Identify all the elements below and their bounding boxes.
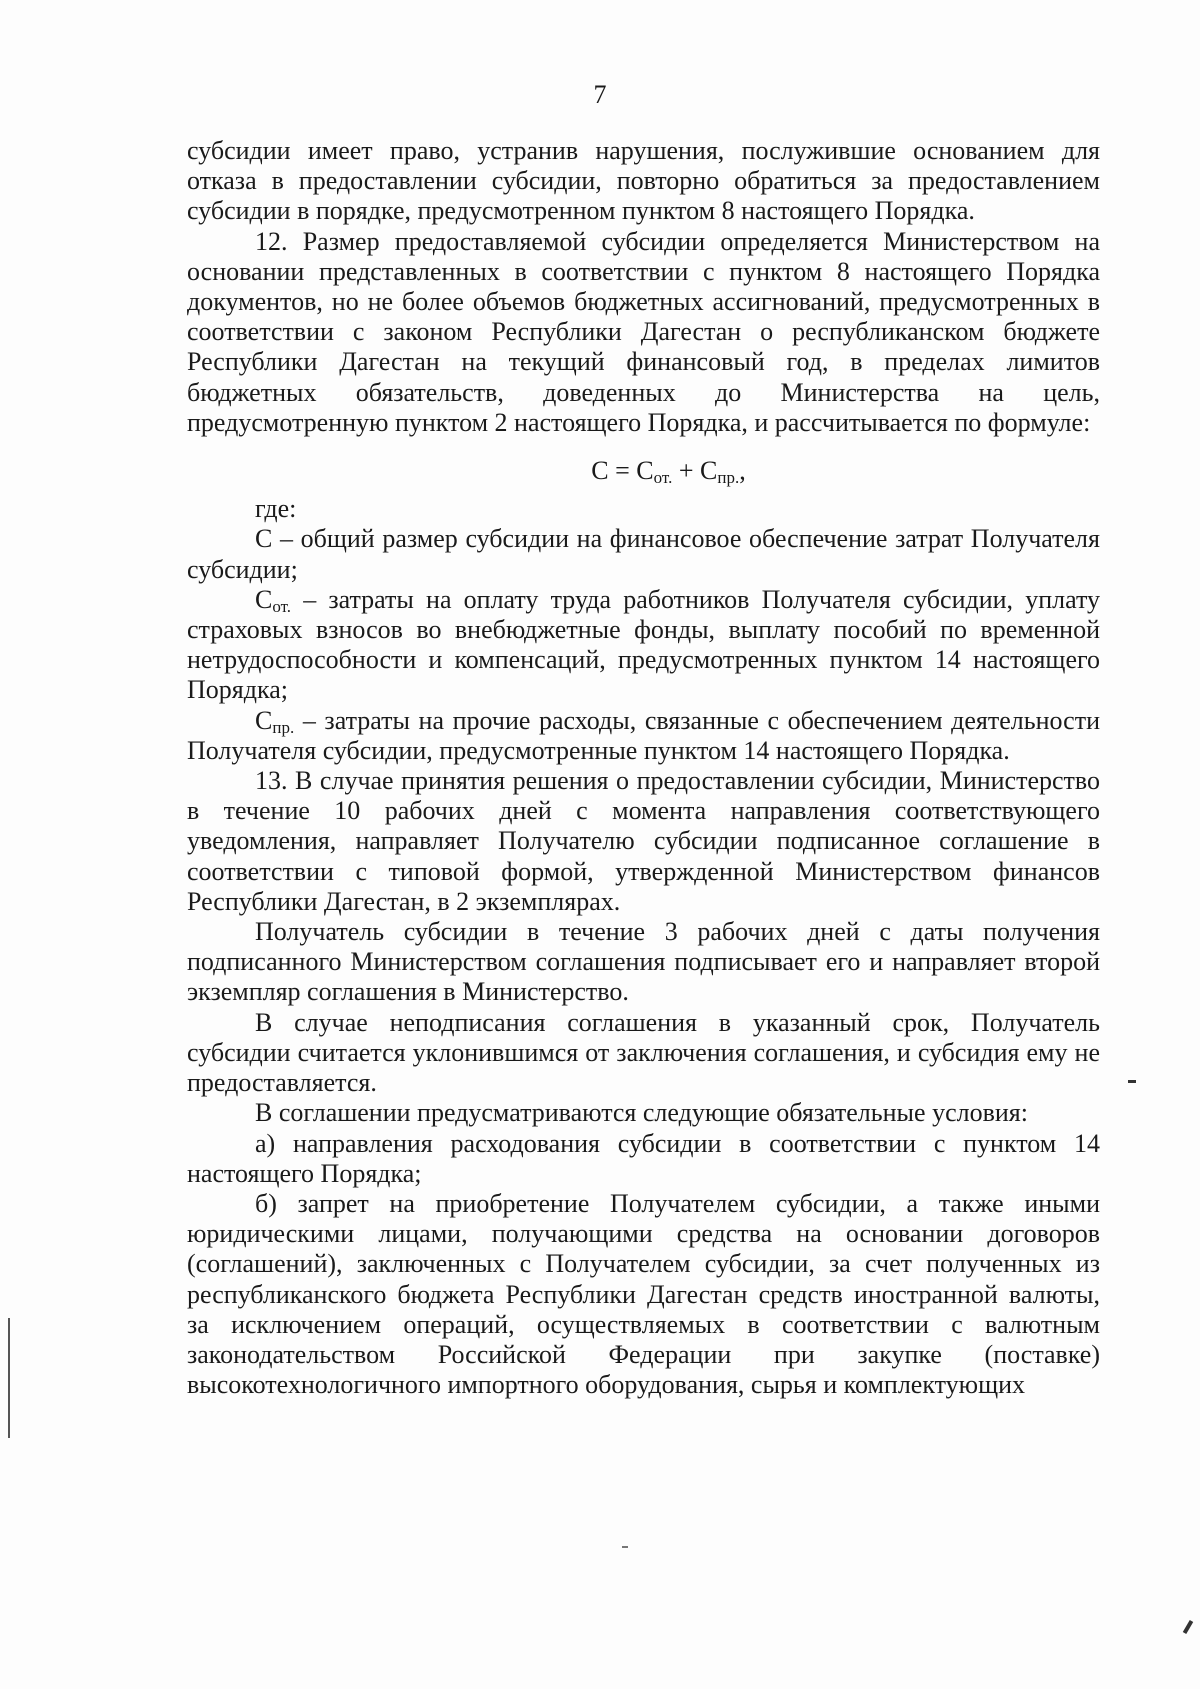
definition-c-pr-subscript: пр. <box>272 717 295 737</box>
definition-c-pr-symbol: С <box>255 705 273 735</box>
condition-b: б) запрет на приобретение Получателем субсидии, а также иными юридическими лицами, получающими средства на основании договоров (соглашений), заключенных с Получателем субсидии, за счет полученных из республиканского бюджета Республики Дагестан средств иностранной валюты, за исключением операций, осуществляемых в соответствии с валютным законодательством Российской Федерации при закупке (поставке) высокотехнологичного импортного оборудования, сырья и комплектующих <box>187 1188 1100 1400</box>
formula-plus: + C <box>672 456 718 486</box>
formula-lhs: C = C <box>591 456 654 486</box>
scan-artifact-right-dash <box>1128 1080 1136 1083</box>
paragraph-12-subsidy-size: 12. Размер предоставляемой субсидии определяется Министерством на основании представленных в соответствии с пунктом 8 настоящего Порядка документов, но не более объемов бюджетных ассигнований, предусмотренных в соответствии с законом Республики Дагестан о республиканском бюджете Республики Дагестан на текущий финансовый год, в пределах лимитов бюджетных обязательств, доведенных до Министерства на цель, предусмотренную пунктом 2 настоящего Порядка, и рассчитывается по формуле: <box>187 226 1100 437</box>
paragraph-13-agreement: 13. В случае принятия решения о предоставлении субсидии, Министерство в течение 10 рабочих дней с момента направления соответствующего уведомления, направляет Получателю субсидии подписанное соглашение в соответствии с типовой формой, утвержденной Министерством финансов Республики Дагестан, в 2 экземплярах. <box>187 766 1100 916</box>
formula-tail: , <box>739 456 746 486</box>
scan-artifact-corner-mark <box>1183 1620 1193 1634</box>
scan-artifact-left-line <box>8 1318 10 1438</box>
paragraph-mandatory-conditions: В соглашении предусматриваются следующие обязательные условия: <box>255 1098 1028 1128</box>
definition-c-pr <box>187 706 1100 766</box>
definition-c-ot-symbol: С <box>255 584 273 614</box>
condition-a: а) направления расходования субсидии в соответствии с пунктом 14 настоящего Порядка; <box>187 1128 1100 1188</box>
document-body <box>187 136 1100 1400</box>
definition-c: С – общий размер субсидии на финансовое обеспечение затрат Получателя субсидии; <box>187 524 1100 584</box>
scan-artifact-bottom-dot <box>622 1546 628 1548</box>
paragraph-subsidy-reapply: субсидии имеет право, устранив нарушения, послужившие основанием для отказа в предоставлении субсидии, повторно обратиться за предоставлением субсидии в порядке, предусмотренном пунктом 8 настоящего Порядка. <box>187 136 1100 226</box>
definition-c-ot-text: – затраты на оплату труда работников Получателя субсидии, уплату страховых взносов во внебюджетные фонды, выплату пособий по временной нетрудоспособности и компенсаций, предусмотренных пунктом 14 настоящего Порядка; <box>187 584 1100 705</box>
formula-subscript-ot: от. <box>653 468 673 488</box>
subsidy-formula <box>187 456 1100 486</box>
formula-subscript-pr: пр. <box>717 468 740 488</box>
definition-c-pr-text: – затраты на прочие расходы, связанные с обеспечением деятельности Получателя субсидии, предусмотренные пунктом 14 настоящего Порядка. <box>187 705 1100 765</box>
paragraph-recipient-signs: Получатель субсидии в течение 3 рабочих дней с даты получения подписанного Министерством соглашения подписывает его и направляет второй экземпляр соглашения в Министерство. <box>187 917 1100 1007</box>
definition-c-ot <box>187 585 1100 706</box>
where-label: где: <box>255 494 297 524</box>
definition-c-ot-subscript: от. <box>272 596 292 616</box>
paragraph-non-signing: В случае неподписания соглашения в указанный срок, Получатель субсидии считается уклонившимся от заключения соглашения, и субсидия ему не предоставляется. <box>187 1007 1100 1098</box>
page-number: 7 <box>593 80 607 109</box>
